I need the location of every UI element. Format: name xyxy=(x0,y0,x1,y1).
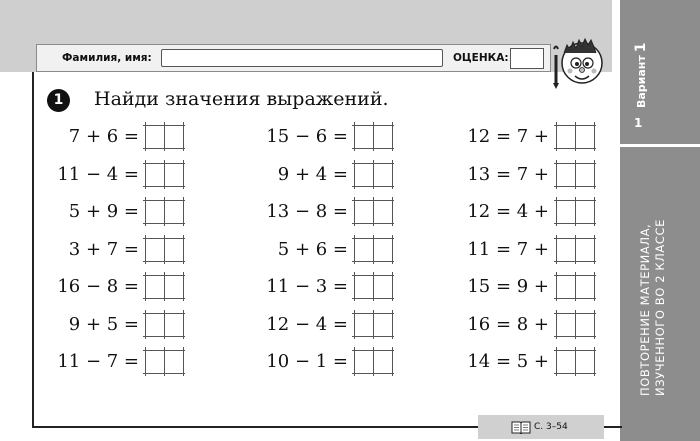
answer-cells[interactable] xyxy=(352,310,394,339)
expression: 13 − 8 = xyxy=(266,201,348,222)
page-reference-text: С. 3–54 xyxy=(534,422,568,432)
expression: 11 = 7 + xyxy=(467,238,549,260)
answer-cells[interactable] xyxy=(554,272,596,301)
answer-cells[interactable] xyxy=(352,160,394,189)
expression: 9 + 4 = xyxy=(277,163,348,185)
answer-cells[interactable] xyxy=(143,347,185,376)
answer-cells[interactable] xyxy=(554,122,596,151)
answer-cells[interactable] xyxy=(143,122,185,151)
mascot-pencil-icon xyxy=(548,33,608,93)
answer-cells[interactable] xyxy=(554,347,596,376)
topic-line-2: ИЗУЧЕННОГО ВО 2 КЛАССЕ xyxy=(653,219,667,396)
grade-field[interactable] xyxy=(510,48,544,69)
answer-cells[interactable] xyxy=(143,272,185,301)
variant-word: Вариант xyxy=(635,55,648,108)
expression: 11 − 7 = xyxy=(57,351,139,372)
expression: 12 − 4 = xyxy=(266,313,348,335)
name-bar xyxy=(36,44,551,72)
expression: 10 − 1 = xyxy=(266,351,348,372)
task-number-badge: 1 xyxy=(47,89,70,112)
expression: 11 − 4 = xyxy=(57,163,139,185)
topic-line-1: ПОВТОРЕНИЕ МАТЕРИАЛА, xyxy=(638,223,652,396)
answer-cells[interactable] xyxy=(143,160,185,189)
variant-index: 1 xyxy=(634,116,643,130)
answer-cells[interactable] xyxy=(352,235,394,264)
answer-cells[interactable] xyxy=(352,197,394,226)
expression: 13 = 7 + xyxy=(467,163,549,185)
expression: 16 − 8 = xyxy=(57,276,139,297)
task-title: Найди значения выражений. xyxy=(94,88,389,110)
answer-cells[interactable] xyxy=(143,310,185,339)
left-border xyxy=(32,72,34,428)
expression: 5 + 6 = xyxy=(277,238,348,260)
expression: 3 + 7 = xyxy=(68,238,139,260)
name-field[interactable] xyxy=(161,49,443,67)
book-icon xyxy=(511,420,531,434)
grade-label: ОЦЕНКА: xyxy=(453,52,509,64)
expression: 16 = 8 + xyxy=(467,313,549,335)
answer-cells[interactable] xyxy=(554,235,596,264)
answer-cells[interactable] xyxy=(352,347,394,376)
sidebar-divider xyxy=(620,144,700,147)
variant-label xyxy=(630,42,649,108)
expression: 12 = 7 + xyxy=(467,126,549,147)
expression: 5 + 9 = xyxy=(68,201,139,222)
answer-cells[interactable] xyxy=(352,122,394,151)
expression: 14 = 5 + xyxy=(467,351,549,372)
expression: 11 − 3 = xyxy=(266,276,348,297)
answer-cells[interactable] xyxy=(143,197,185,226)
answer-cells[interactable] xyxy=(554,197,596,226)
answer-cells[interactable] xyxy=(143,235,185,264)
variant-number: 1 xyxy=(633,42,649,53)
answer-cells[interactable] xyxy=(554,160,596,189)
expression: 15 − 6 = xyxy=(266,126,348,147)
answer-cells[interactable] xyxy=(554,310,596,339)
expression: 7 + 6 = xyxy=(68,126,139,147)
name-label: Фамилия, имя: xyxy=(62,52,152,64)
answer-cells[interactable] xyxy=(352,272,394,301)
expression: 15 = 9 + xyxy=(467,276,549,297)
page-reference xyxy=(478,415,604,439)
expression: 12 = 4 + xyxy=(467,201,549,222)
expression: 9 + 5 = xyxy=(68,313,139,335)
